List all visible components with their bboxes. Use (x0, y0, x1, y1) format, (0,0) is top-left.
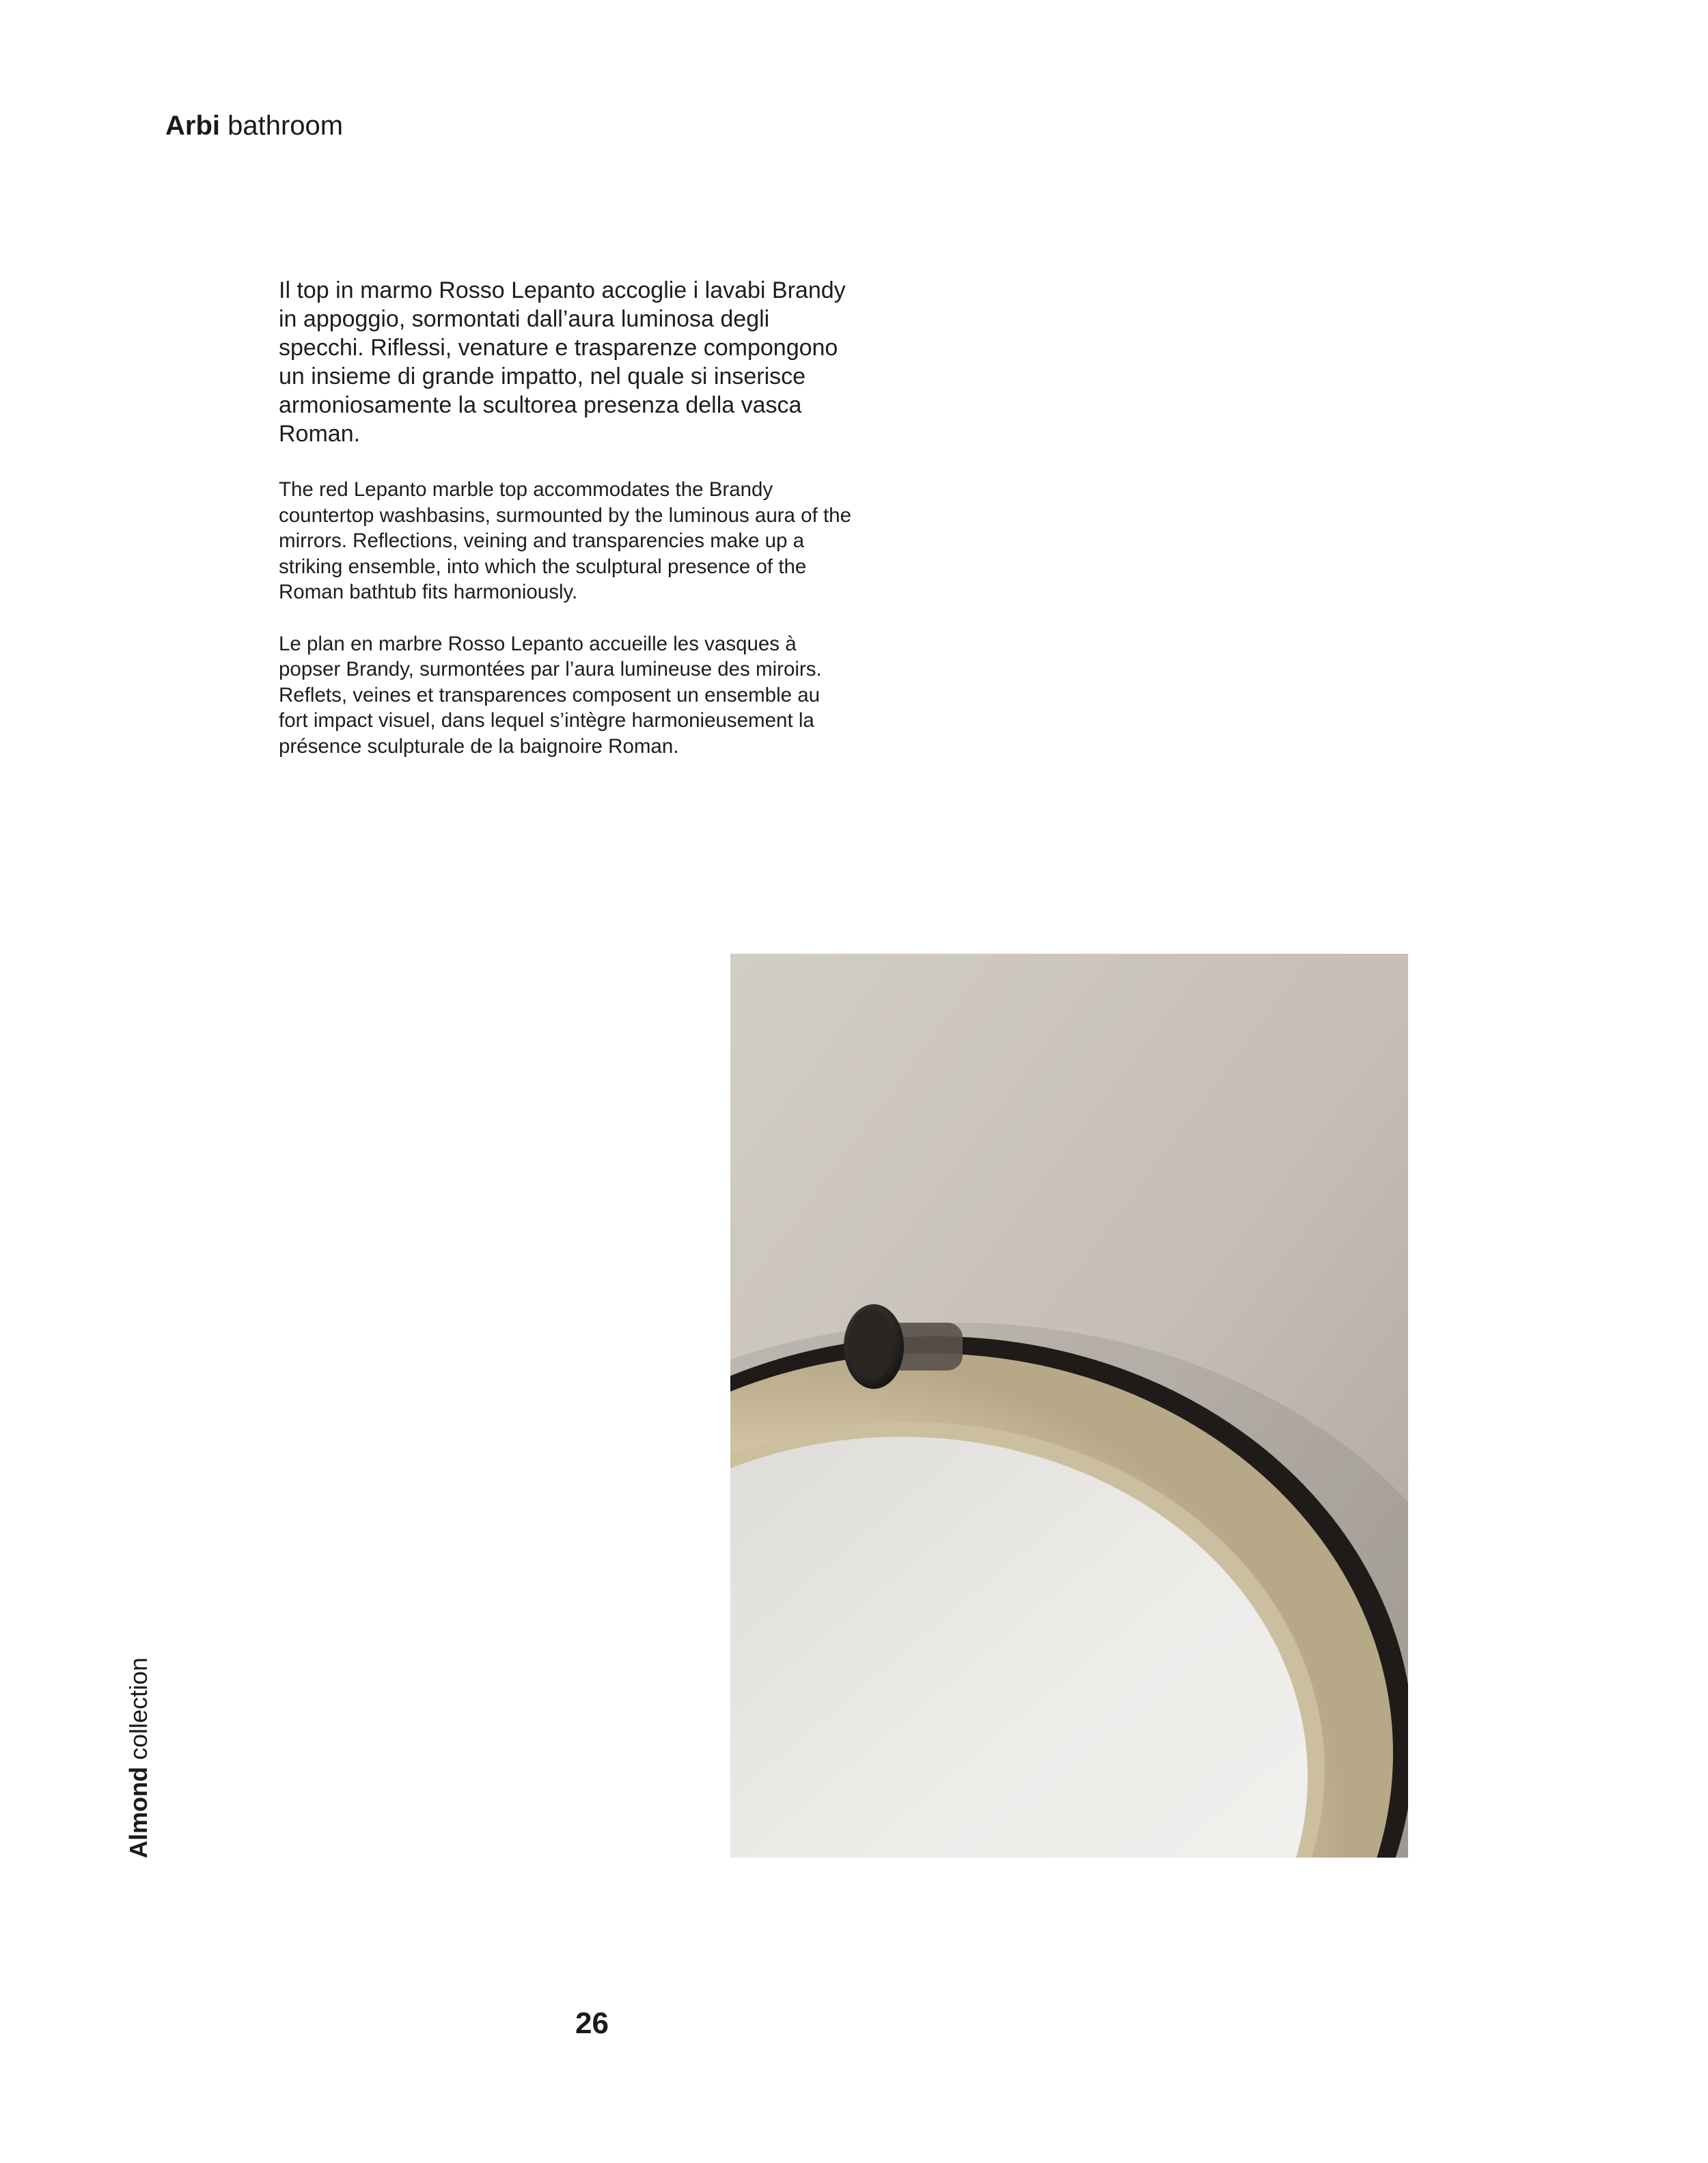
description-english: The red Lepanto marble top accommodates the Brandy countertop washbasins, surmounted by the luminous aura of the mirrors. Reflections, veining and transparencies make up a striking ensemble, into which the sculptural presence of the Roman bathtub fits harmoniously. (279, 478, 851, 603)
collection-section: collection (124, 1657, 152, 1760)
mirror-photo (730, 954, 1408, 1858)
header-section: bathroom (228, 111, 344, 141)
description-block (279, 276, 853, 785)
collection-brand: Almond (124, 1767, 152, 1858)
description-french: Le plan en marbre Rosso Lepanto accueille les vasques à popser Brandy, surmontées par l’aura lumineuse des miroirs. Reflets, veines et transparences composent un ensemble au fort impact visuel, dans lequel s’intègre harmonieusement la présence sculpturale de la baignoire Roman. (279, 632, 822, 758)
page-number: 26 (575, 2007, 609, 2040)
page-header (165, 109, 343, 142)
description-italian: Il top in marmo Rosso Lepanto accoglie i lavabi Brandy in appoggio, sormontati dall’aura luminosa degli specchi. Riflessi, venature e trasparenze compongono un insieme di grande impatto, nel quale si inserisce armoniosamente la scultorea presenza della vasca Roman. (279, 277, 846, 447)
mirror-illustration (730, 954, 1408, 1858)
header-brand: Arbi (165, 111, 220, 141)
collection-label (125, 1657, 152, 1858)
